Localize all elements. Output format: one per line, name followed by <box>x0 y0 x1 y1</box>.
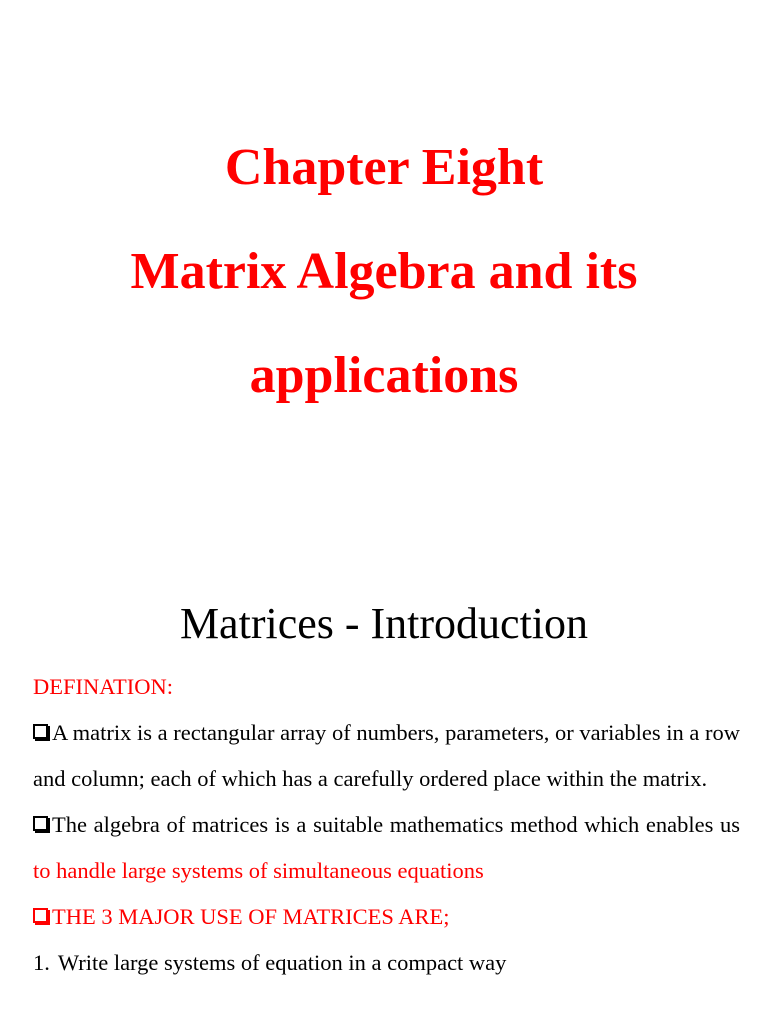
section-heading: Matrices - Introduction <box>179 599 589 648</box>
definition-label: DEFINATION: <box>33 674 173 699</box>
chapter-subtitle-line-2: applications <box>249 347 519 404</box>
list-item-number: 1. <box>33 950 50 975</box>
bullet-definition-text: A matrix is a rectangular array of numbers, parameters, or variables in a row and column; each of which has a carefully ordered place within the matrix. <box>33 720 740 791</box>
square-bullet-icon <box>33 908 48 923</box>
list-item-text: Write large systems of equation in a compact way <box>57 950 507 975</box>
bullet-major-uses <box>33 894 740 940</box>
bullet-algebra <box>33 802 740 894</box>
chapter-title: Chapter Eight <box>224 139 544 196</box>
chapter-subtitle-line-1: Matrix Algebra and its <box>130 243 638 300</box>
list-item <box>33 940 740 986</box>
slide-content <box>33 664 740 986</box>
bullet-definition <box>33 710 740 802</box>
bullet-major-uses-text: THE 3 MAJOR USE OF MATRICES ARE; <box>52 904 450 929</box>
square-bullet-icon <box>33 724 48 739</box>
square-bullet-icon <box>33 816 48 831</box>
bullet-algebra-text: The algebra of matrices is a suitable mathematics method which enables us <box>52 812 740 837</box>
bullet-algebra-highlight: to handle large systems of simultaneous equations <box>33 858 484 883</box>
